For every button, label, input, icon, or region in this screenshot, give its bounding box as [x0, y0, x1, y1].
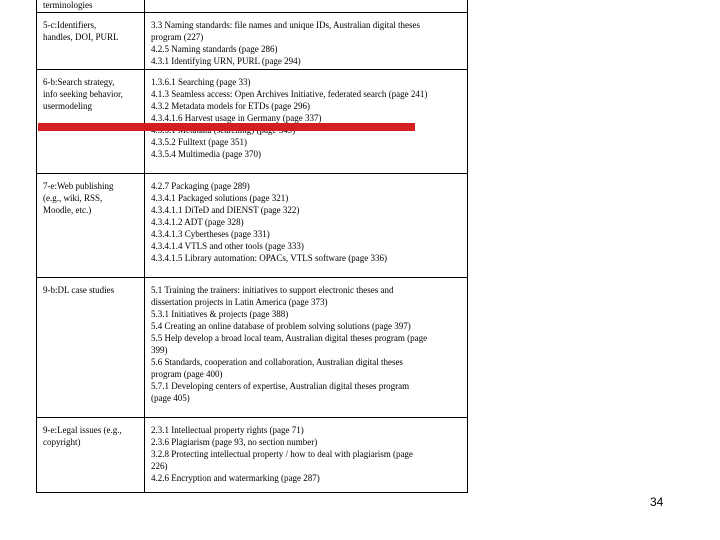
topic-line: 9-e:Legal issues (e.g., [43, 425, 122, 435]
topic-line: terminologies [43, 0, 93, 10]
topic-line: copyright) [43, 437, 81, 447]
section-line: program (227) [151, 32, 204, 42]
table-row [37, 70, 468, 174]
topic-cell [37, 0, 145, 13]
topic-cell [37, 418, 145, 493]
section-line: 3.3 Naming standards: file names and unique IDs, Australian digital theses [151, 20, 420, 30]
section-line: 3.2.8 Protecting intellectual property / how to deal with plagiarism (page [151, 449, 413, 459]
table-row [37, 174, 468, 278]
sections-cell [145, 278, 468, 418]
section-line: 1.3.6.1 Searching (page 33) [151, 77, 251, 87]
section-line: 4.1.3 Seamless access: Open Archives Initiative, federated search (page 241) [151, 89, 428, 99]
table-row [37, 418, 468, 493]
topic-cell [37, 13, 145, 70]
sections-cell [145, 70, 468, 174]
page-number: 34 [650, 495, 664, 509]
topic-line: 7-e:Web publishing [43, 181, 114, 191]
topic-line: (e.g., wiki, RSS, [43, 193, 103, 203]
topic-cell [37, 278, 145, 418]
section-line: 5.5 Help develop a broad local team, Australian digital theses program (page [151, 333, 428, 343]
section-line: 4.2.6 Encryption and watermarking (page 287) [151, 473, 320, 483]
section-line: 5.7.1 Developing centers of expertise, Australian digital theses program [151, 381, 410, 391]
sections-cell [145, 13, 468, 70]
section-line: 4.3.4.1.5 Library automation: OPACs, VTLS software (page 336) [151, 253, 387, 263]
section-line: 5.6 Standards, cooperation and collaboration, Australian digital theses [151, 357, 403, 367]
topic-line: 6-b:Search strategy, [43, 77, 115, 87]
sections-cell [145, 418, 468, 493]
topic-line: 9-b:DL case studies [43, 285, 115, 295]
section-line: 4.3.4.1.2 ADT (page 328) [151, 217, 244, 227]
section-line: 2.3.6 Plagiarism (page 93, no section number) [151, 437, 318, 447]
section-line: (page 405) [151, 393, 190, 403]
topic-cell [37, 174, 145, 278]
section-line: 4.3.4.1.4 VTLS and other tools (page 333) [151, 241, 304, 251]
section-line: 5.1 Training the trainers: initiatives to support electronic theses and [151, 285, 394, 295]
topic-line: 5-c:Identifiers, [43, 20, 97, 30]
topic-cell [37, 70, 145, 174]
section-line: 4.3.4.1.3 Cybertheses (page 331) [151, 229, 270, 239]
red-highlight-bar [38, 123, 415, 131]
section-line: 4.3.4.1.6 Harvest usage in Germany (page 337) [151, 113, 322, 123]
section-line: 4.2.7 Packaging (page 289) [151, 181, 250, 191]
table-row [37, 278, 468, 418]
section-line: 4.3.2 Metadata models for ETDs (page 296) [151, 101, 310, 111]
topic-line: info seeking behavior, [43, 89, 123, 99]
section-line: 4.3.5.2 Fulltext (page 351) [151, 137, 247, 147]
section-line: 4.3.5.4 Multimedia (page 370) [151, 149, 261, 159]
topic-line: usermodeling [43, 101, 92, 111]
section-line: 4.3.4.1.1 DiTeD and DIENST (page 322) [151, 205, 300, 215]
section-line: 4.3.1 Identifying URN, PURL (page 294) [151, 56, 301, 66]
table-row [37, 0, 468, 13]
curriculum-mapping-table [36, 0, 468, 493]
section-line: 4.2.5 Naming standards (page 286) [151, 44, 278, 54]
topic-line: Moodle, etc.) [43, 205, 92, 215]
sections-cell [145, 174, 468, 278]
section-line: 5.4 Creating an online database of problem solving solutions (page 397) [151, 321, 411, 331]
section-line: program (page 400) [151, 369, 223, 379]
section-line: 4.3.4.1 Packaged solutions (page 321) [151, 193, 289, 203]
table-row [37, 13, 468, 70]
section-line: 226) [151, 461, 168, 471]
sections-cell [145, 0, 468, 13]
section-line: 5.3.1 Initiatives & projects (page 388) [151, 309, 289, 319]
section-line: dissertation projects in Latin America (page 373) [151, 297, 328, 307]
topic-line: handles, DOI, PURL [43, 32, 119, 42]
section-line: 2.3.1 Intellectual property rights (page 71) [151, 425, 304, 435]
section-line: 399) [151, 345, 168, 355]
